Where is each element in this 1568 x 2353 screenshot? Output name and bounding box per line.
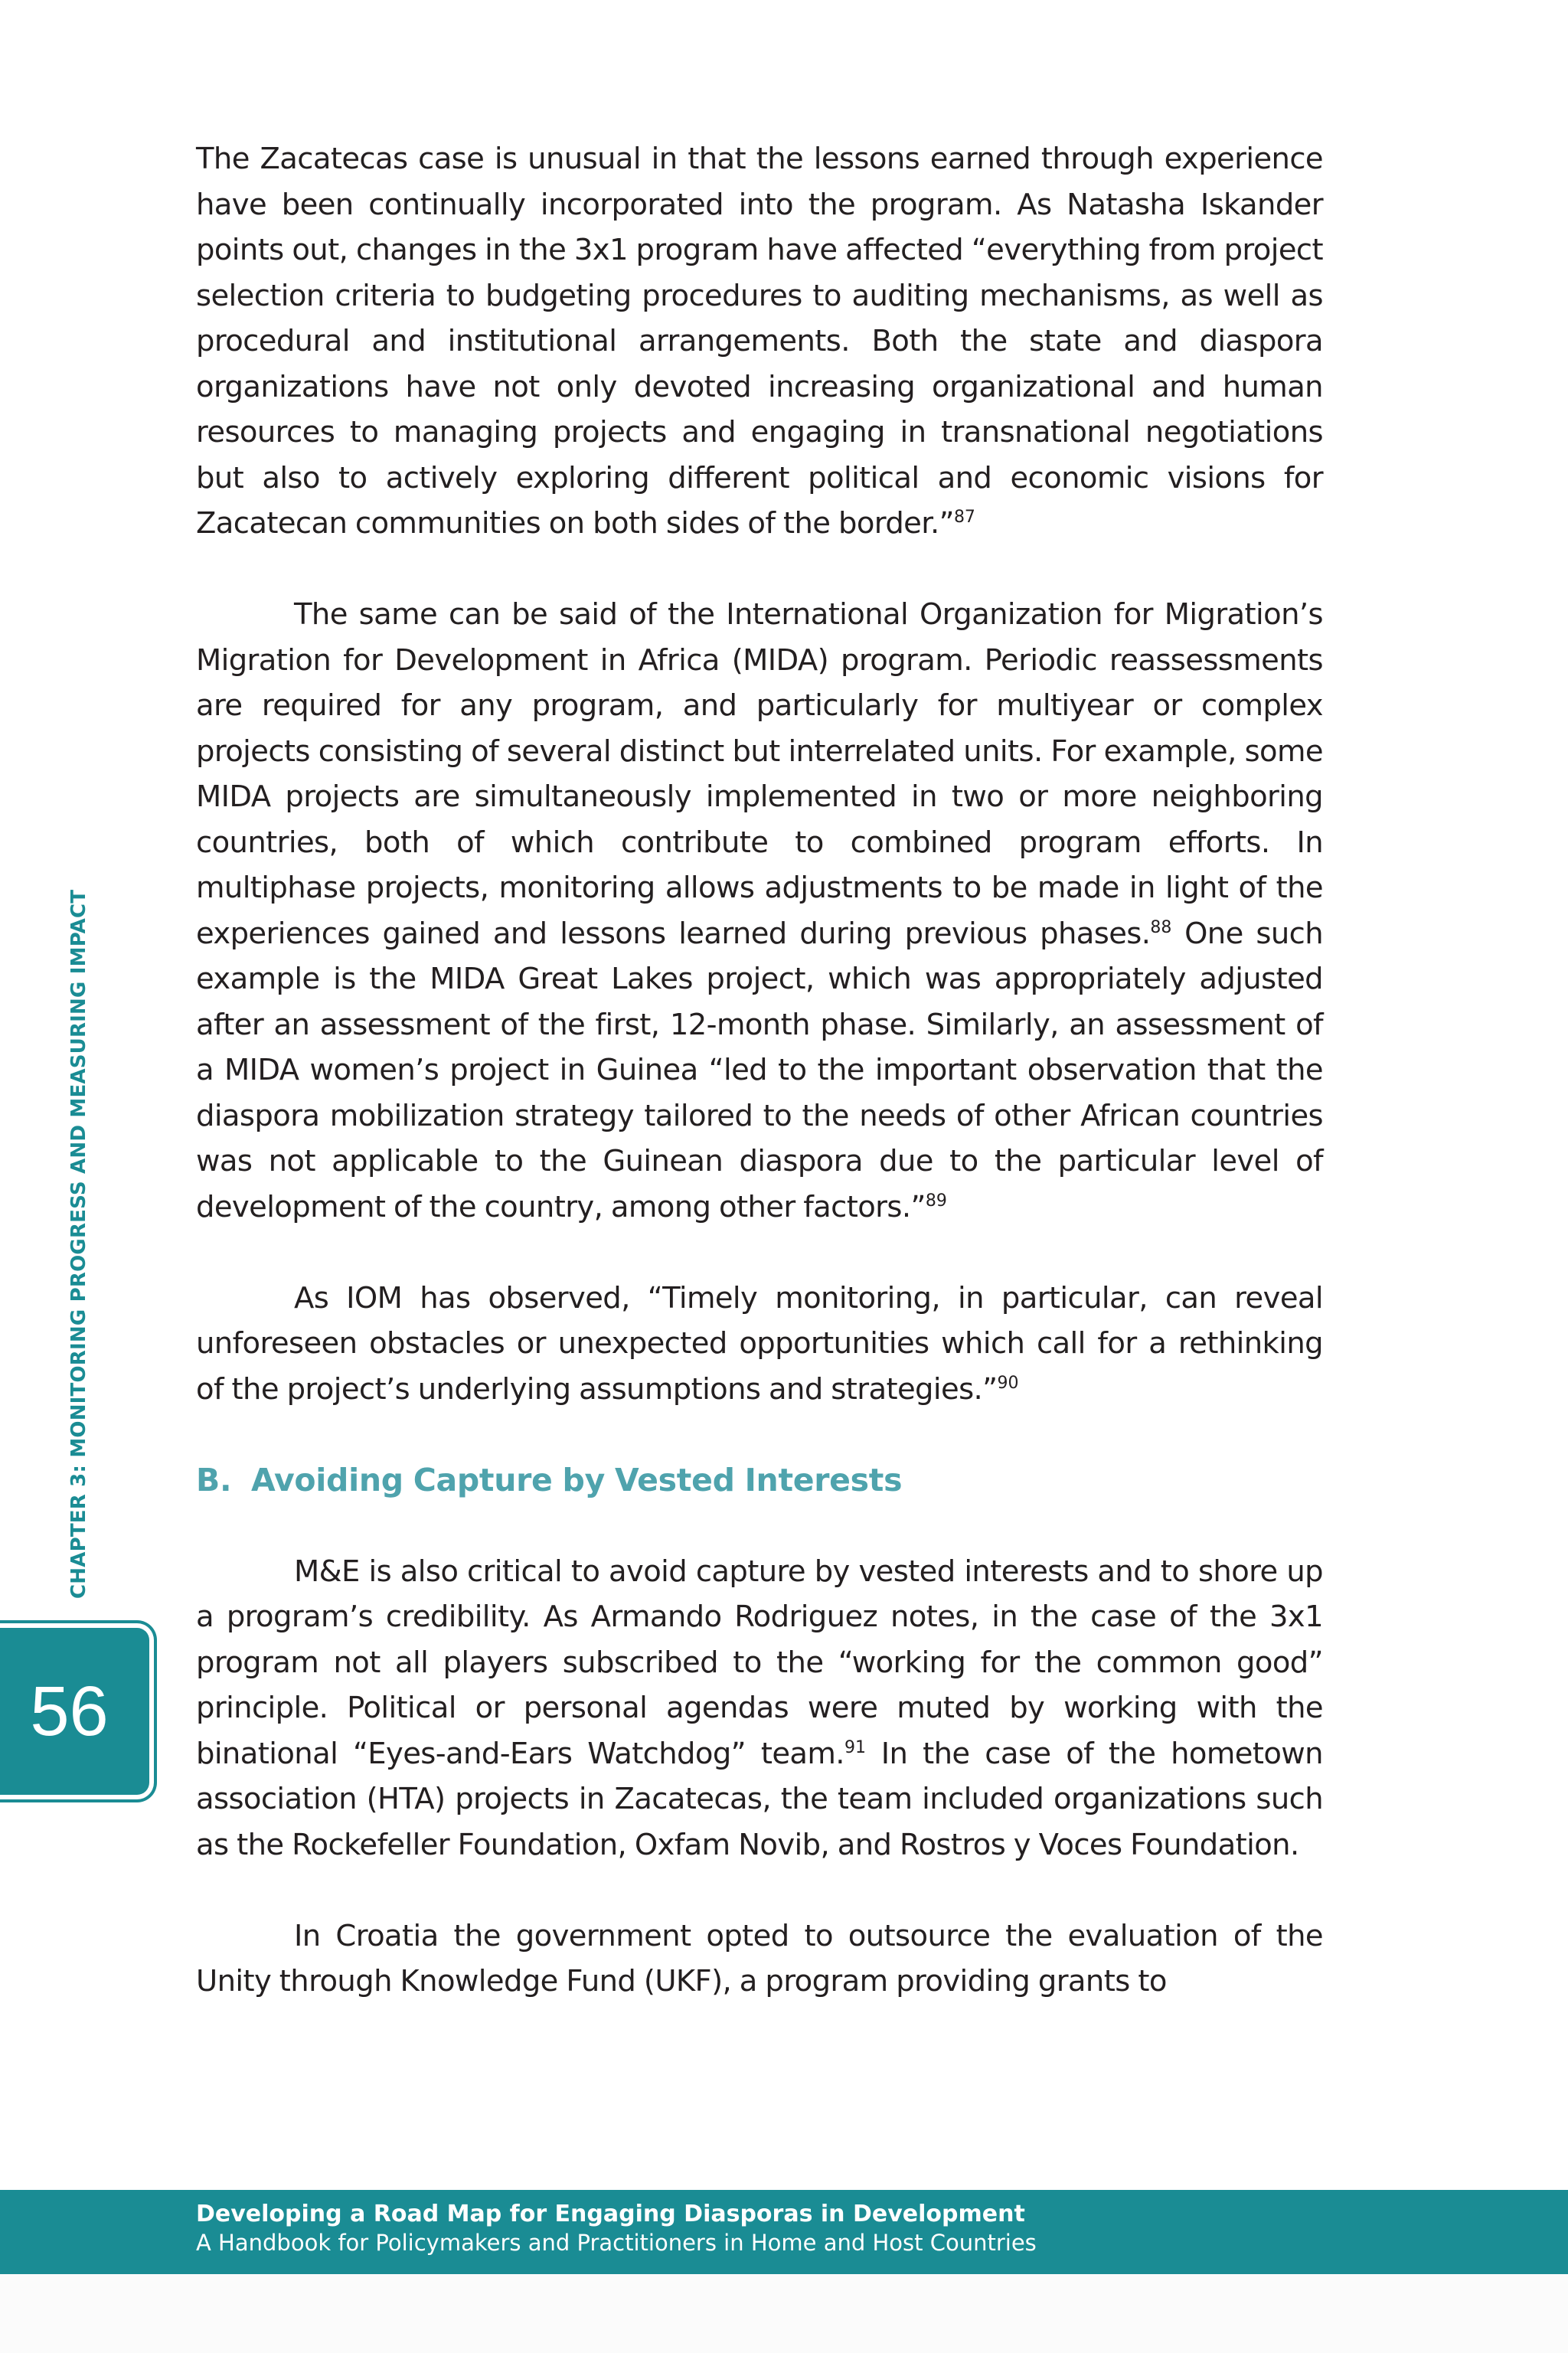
paragraph-5-text: In Croatia the government opted to outsource the evaluation of the Unity through Knowledge Fund (UKF), a program providing grants to <box>196 1918 1323 1998</box>
footnote-ref-89: 89 <box>925 1191 947 1211</box>
footer-title: Developing a Road Map for Engaging Diasporas in Development <box>196 2201 1025 2227</box>
section-title: Avoiding Capture by Vested Interests <box>251 1461 903 1498</box>
paragraph-3-text: As IOM has observed, “Timely monitoring, in particular, can reveal unforeseen obstacles or unexpected opportunities which call for a rethinking of the project’s underlying assumptions and strategies.” <box>196 1280 1323 1407</box>
paragraph-4-text-cont: In the case of the hometown association (HTA) projects in Zacatecas, the team included organizations such as the Rockefeller Foundation, Oxfam Novib, and Rostros y Voces Foundation. <box>196 1736 1323 1862</box>
body-text <box>196 136 1323 2050</box>
paragraph-2 <box>196 592 1323 1230</box>
paragraph-4-text: M&E is also critical to avoid capture by vested interests and to shore up a program’s credibility. As Armando Rodriguez notes, in the case of the 3x1 program not all players subscribed to the “working for the common good” principle. Political or personal agendas were muted by working with the binational “Eyes-and-Ears Watchdog” team. <box>196 1554 1323 1771</box>
paragraph-3 <box>196 1276 1323 1413</box>
paragraph-2-text-cont: One such example is the MIDA Great Lakes project, which was appropriately adjusted after an assessment of the first, 12-month phase. Similarly, an assessment of a MIDA women’s project in Guinea “led to the important observation that the diaspora mobilization strategy tailored to the needs of other African countries was not applicable to the Guinean diaspora due to the particular level of development of the country, among other factors.” <box>196 916 1324 1224</box>
section-letter: B. <box>196 1461 232 1498</box>
paragraph-1-text: The Zacatecas case is unusual in that the lessons earned through experience have been continually incorporated into the program. As Natasha Iskander points out, changes in the 3x1 program have affected “everything from project selection criteria to budgeting procedures to auditing mechanisms, as well as procedural and institutional arrangements. Both the state and diaspora organizations have not only devoted increasing organizational and human resources to managing projects and engaging in transnational negotiations but also to actively exploring different political and economic visions for Zacatecan communities on both sides of the border.” <box>196 142 1323 541</box>
footer-subtitle: A Handbook for Policymakers and Practitioners in Home and Host Countries <box>196 2230 1037 2256</box>
paragraph-4 <box>196 1549 1323 1868</box>
page-number: 56 <box>30 1672 109 1750</box>
footnote-ref-87: 87 <box>953 508 975 528</box>
section-heading <box>196 1458 1323 1504</box>
footnote-ref-91: 91 <box>844 1737 866 1757</box>
footer-bottom-margin <box>0 2274 1568 2353</box>
paragraph-1 <box>196 136 1323 547</box>
paragraph-2-text: The same can be said of the International Organization for Migration’s Migration for Development in Africa (MIDA) program. Periodic reassessments are required for any program, and particularly for multiyear or complex projects consisting of several distinct but interrelated units. For example, some MIDA projects are simultaneously implemented in two or more neighboring countries, both of which contribute to combined program efforts. In multiphase projects, monitoring allows adjustments to be made in light of the experiences gained and lessons learned during previous phases. <box>196 597 1323 951</box>
page-number-tab <box>0 1623 154 1799</box>
paragraph-5 <box>196 1913 1323 2005</box>
footnote-ref-88: 88 <box>1150 917 1172 937</box>
chapter-label: CHAPTER 3: MONITORING PROGRESS AND MEASURING IMPACT <box>67 889 90 1599</box>
footnote-ref-90: 90 <box>997 1373 1019 1393</box>
